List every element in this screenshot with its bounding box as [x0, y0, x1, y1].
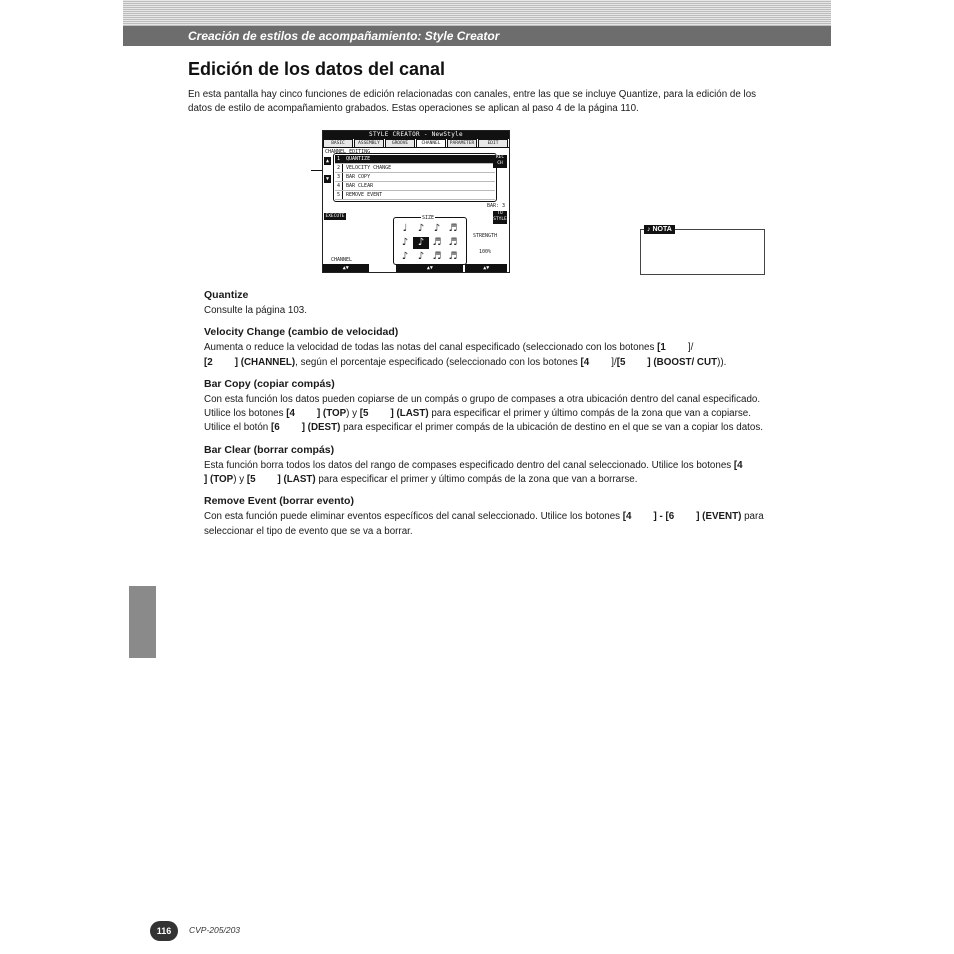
channel-label: CHANNEL: [331, 257, 353, 263]
note-icon[interactable]: ♩: [402, 223, 408, 234]
note-icon[interactable]: ♪: [417, 251, 425, 262]
note-icon[interactable]: ♬: [432, 251, 442, 262]
section-title: Quantize: [204, 289, 249, 301]
rec-ch-button[interactable]: REC CH: [493, 155, 507, 168]
section-title: Bar Clear (borrar compás): [204, 443, 335, 456]
section-body: Esta función borra todos los datos del rango de compases especificado dentro del canal seleccionado. Utilice los botones [4] (TOP) y [5 ] (LAST) para especificar el primer y último compás de la zona que van a borrarse.: [204, 459, 743, 486]
note-icon[interactable]: ♪: [413, 237, 429, 249]
list-item[interactable]: 1 QUANTIZE: [335, 155, 495, 164]
execute-button[interactable]: EXECUTE: [325, 214, 345, 219]
note-icon[interactable]: ♪: [401, 237, 409, 248]
lcd-screen: [322, 130, 510, 273]
note-icon[interactable]: ♬: [448, 223, 458, 234]
section-body: Con esta función puede eliminar eventos específicos del canal seleccionado. Utilice los botones [4 ] - [6 ] (EVENT) para seleccionar el tipo de evento que se va a borrar.: [204, 511, 764, 537]
note-icon[interactable]: ♬: [448, 251, 458, 262]
tab-channel[interactable]: CHANNEL: [416, 139, 446, 147]
strength-value: 100%: [479, 249, 492, 255]
lcd-title: STYLE CREATOR - NewStyle: [323, 131, 509, 139]
bar-indicator: BAR: 3: [486, 203, 505, 209]
section-body: Consulte la página 103.: [204, 305, 307, 316]
list-item[interactable]: 4 BAR CLEAR: [335, 182, 495, 191]
section-title: Remove Event (borrar evento): [204, 495, 354, 508]
note-icon[interactable]: ♬: [432, 237, 442, 248]
strength-label: STRENGTH: [473, 233, 498, 239]
function-list: [333, 153, 497, 202]
tab-edit[interactable]: EDIT: [478, 139, 508, 147]
tab-parameter[interactable]: PARAMETER: [447, 139, 477, 147]
section-body: Con esta función los datos pueden copiarse de un compás o grupo de compases a otra ubicación dentro del canal especificado. Utilice los botones [4 ] (TOP) y [5 ] (LAST) para especificar el primer y último compás de la zona que van a copiarse. Utilice el botón [6 ] (DEST) para especificar el primer compás de la ubicación de destino en el que se van a copiar los datos.: [204, 393, 763, 434]
section-body: Aumenta o reduce la velocidad de todas las notas del canal especificado (seleccionado con los botones [1 ]/ [2 ] (CHANNEL), según el porcentaje especificado (seleccionado con los botones [4 ]/[5 ] (BOOST/ CUT)).: [204, 342, 727, 368]
list-item[interactable]: 2 VELOCITY CHANGE: [335, 164, 495, 173]
size-arrows-button[interactable]: ▲▼: [396, 264, 463, 272]
page-heading: Edición de los datos del canal: [188, 59, 446, 79]
note-size-grid: [397, 223, 465, 263]
list-item[interactable]: 3 BAR COPY: [335, 173, 495, 182]
list-item[interactable]: 5 REMOVE EVENT: [335, 191, 495, 200]
tab-basic[interactable]: BASIC: [323, 139, 353, 147]
scroll-up-icon[interactable]: ▲: [325, 158, 329, 164]
section-title: Velocity Change (cambio de velocidad): [204, 326, 399, 339]
channel-arrows-button[interactable]: ▲▼: [323, 264, 369, 272]
model-name: CVP-205/203: [189, 925, 241, 935]
section-label: CHANNEL EDITING: [325, 149, 371, 155]
tab-assembly[interactable]: ASSEMBLY: [354, 139, 384, 147]
sections: [204, 289, 766, 547]
strength-arrows-button[interactable]: ▲▼: [465, 264, 507, 272]
chapter-title: Creación de estilos de acompañamiento: Style Creator: [123, 26, 831, 46]
bottom-buttons: [323, 264, 509, 272]
page-number: 116: [150, 921, 178, 941]
note-icon[interactable]: ♪: [433, 223, 441, 234]
nota-label: ♪ NOTA: [644, 225, 675, 234]
side-tab-marker: [129, 586, 156, 658]
header-stripes: [123, 0, 831, 26]
note-icon[interactable]: ♪: [401, 251, 409, 262]
intro-paragraph: En esta pantalla hay cinco funciones de edición relacionadas con canales, entre las que se incluye Quantize, para la edición de los datos de estilo de acompañamiento grabados. Estas operaciones se aplican al paso 4 de la página 110.: [188, 89, 757, 115]
nota-box: [640, 229, 765, 275]
lcd-tabs: [323, 139, 509, 148]
note-icon[interactable]: ♬: [448, 237, 458, 248]
section-title: Bar Copy (copiar compás): [204, 377, 335, 390]
scroll-arrows: [324, 157, 332, 193]
note-icon[interactable]: ♪: [417, 223, 425, 234]
scroll-down-icon[interactable]: ▼: [325, 176, 329, 182]
to-style-button[interactable]: TO STYLE: [493, 211, 507, 222]
tab-groove[interactable]: GROOVE: [385, 139, 415, 147]
size-label: SIZE: [422, 215, 435, 221]
